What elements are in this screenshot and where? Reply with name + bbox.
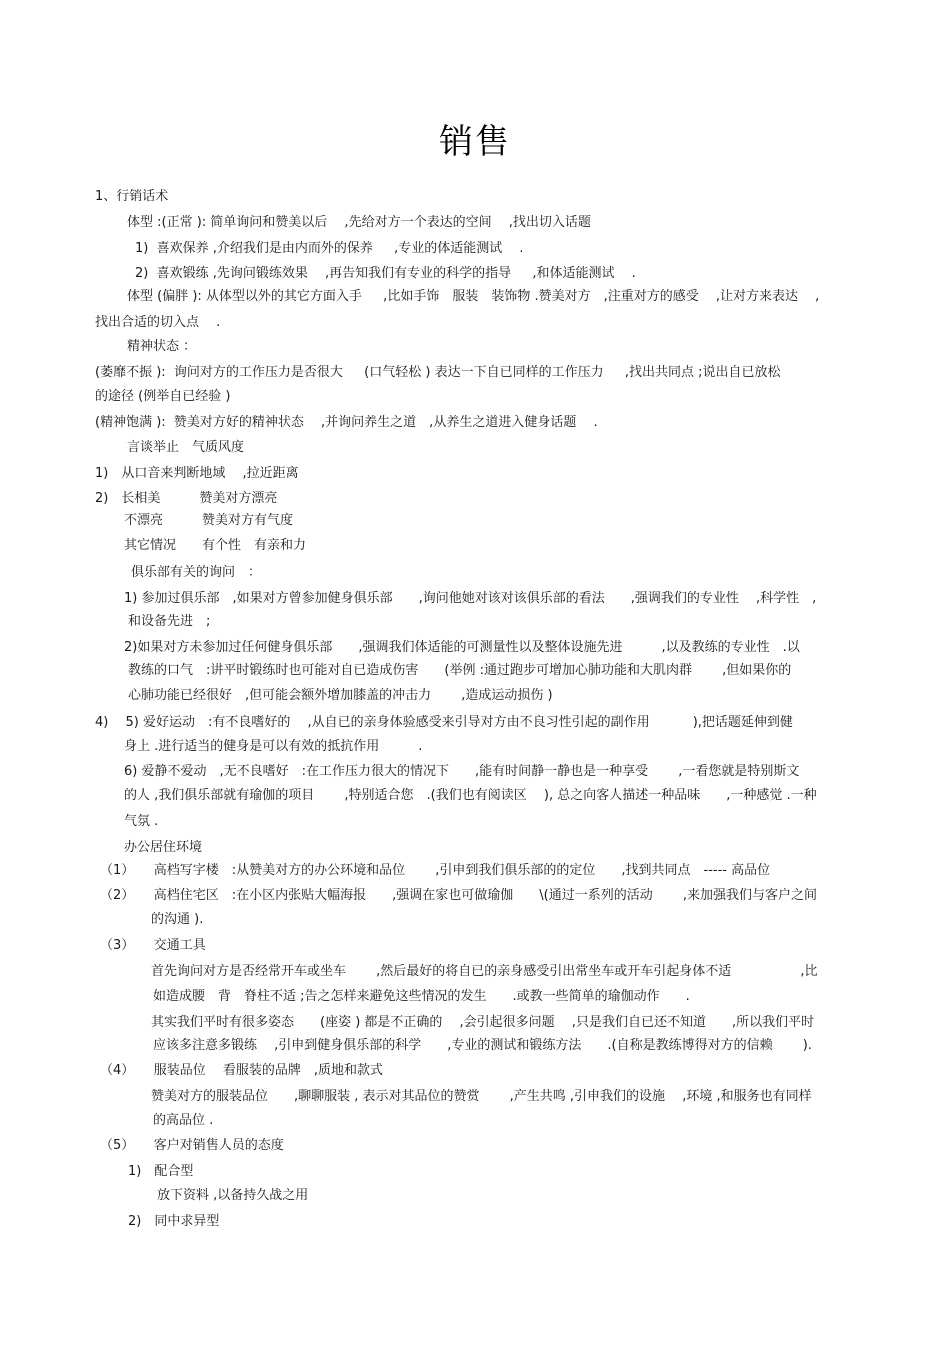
text-line: 2)如果对方未参加过任何健身俱乐部 ,强调我们体适能的可测量性以及整体设施先进 ,以及教练的专业性 .以 [124,640,800,655]
text-line: 的高品位 . [153,1113,214,1128]
text-line: （4） 服装品位 看服装的品牌 ,质地和款式 [100,1063,384,1078]
text-line: (精神饱满 ): 赞美对方好的精神状态 ,并询问养生之道 ,从养生之道进入健身话题 . [95,415,598,430]
text-line: （5） 客户对销售人员的态度 [100,1138,284,1153]
text-line: 其它情况 有个性 有亲和力 [124,538,307,553]
text-line: 言谈举止 气质风度 [127,440,245,455]
text-line: 和设备先进 ; [128,614,211,629]
text-line: 1) 配合型 [128,1164,194,1179]
text-line: 应该多注意多锻练 ,引申到健身俱乐部的科学 ,专业的测试和锻练方法 .(自称是教练博得对方的信赖 ). [153,1038,812,1053]
text-line: 1、行销话术 [95,189,169,204]
text-line: （1） 高档写字楼 :从赞美对方的办公环境和品位 ,引申到我们俱乐部的的定位 ,找到共同点 ----- 高品位 [100,863,771,878]
document-title: 销售 [439,122,511,162]
text-line: 1) 喜欢保养 ,介绍我们是由内而外的保养 ,专业的体适能测试 . [135,241,524,256]
text-line: 精神状态 ： [127,339,197,354]
text-line: 不漂亮 赞美对方有气度 [124,513,294,528]
text-line: 2) 同中求异型 [128,1214,220,1229]
text-line: 体型 :(正常 ): 简单询问和赞美以后 ,先给对方一个表达的空间 ,找出切入话题 [127,215,591,230]
text-line: 4) 5) 爱好运动 :有不良嗜好的 ,从自已的亲身体验感受来引导对方由不良习性引起的副作用 ),把话题延伸到健 [95,715,793,730]
text-line: （3） 交通工具 [100,938,206,953]
text-line: 身上 .进行适当的健身是可以有效的抵抗作用 . [124,739,423,754]
text-line: 的途径 (例举自已经验 ) [95,389,231,404]
text-line: 找出合适的切入点 . [95,315,221,330]
text-line: 放下资料 ,以备持久战之用 [157,1188,309,1203]
text-line: 气氛 . [124,814,159,829]
text-line: 体型 (偏胖 ): 从体型以外的其它方面入手 ,比如手饰 服装 装饰物 .赞美对方 ,注重对方的感受 ,让对方来表达 , [127,289,820,304]
text-line: 6) 爱静不爱动 ,无不良嗜好 :在工作压力很大的情况下 ,能有时间静一静也是一种享受 ,一看您就是特别斯文 [124,764,800,779]
text-line: 俱乐部有关的询问 ： [131,565,262,580]
text-line: （2） 高档住宅区 :在小区内张贴大幅海报 ,强调在家也可做瑜伽 \(通过一系列的活动 ,来加强我们与客户之间 [100,888,818,903]
text-line: (萎靡不振 ): 询问对方的工作压力是否很大 (口气轻松 ) 表达一下自已同样的工作压力 ,找出共同点 ;说出自已放松 [95,365,781,380]
text-line: 其实我们平时有很多姿态 (座姿 ) 都是不正确的 ,会引起很多问题 ,只是我们自已还不知道 ,所以我们平时 [151,1015,815,1030]
text-line: 如造成腰 背 脊柱不适 ;告之怎样来避免这些情况的发生 .或教一些简单的瑜伽动作 . [153,989,690,1004]
text-line: 的沟通 ). [151,912,204,927]
text-line: 办公居住环境 [124,840,203,855]
text-line: 的人 ,我们俱乐部就有瑜伽的项目 ,特别适合您 .(我们也有阅读区 ), 总之向客人描述一种品味 ,一种感觉 .一种 [124,788,817,803]
text-line: 1) 从口音来判断地域 ,拉近距离 [95,466,299,481]
text-line: 赞美对方的服装品位 ,聊聊服装 , 表示对其品位的赞赏 ,产生共鸣 ,引申我们的设施 ,环境 ,和服务也有同样 [151,1089,812,1104]
text-line: 1) 参加过俱乐部 ,如果对方曾参加健身俱乐部 ,询问他她对该对该俱乐部的看法 ,强调我们的专业性 ,科学性 , [124,591,817,606]
text-line: 教练的口气 :讲平时锻练时也可能对自已造成伤害 (举例 :通过跑步可增加心肺功能和大肌肉群 ,但如果你的 [128,663,792,678]
text-line: 2) 喜欢锻练 ,先询问锻练效果 ,再告知我们有专业的科学的指导 ,和体适能测试 . [135,266,636,281]
text-line: 首先询问对方是否经常开车或坐车 ,然后最好的将自已的亲身感受引出常坐车或开车引起身体不适 ,比 [151,964,818,979]
text-line: 2) 长相美 赞美对方漂亮 [95,491,278,506]
text-line: 心肺功能已经很好 ,但可能会额外增加膝盖的冲击力 ,造成运动损伤 ) [128,688,553,703]
